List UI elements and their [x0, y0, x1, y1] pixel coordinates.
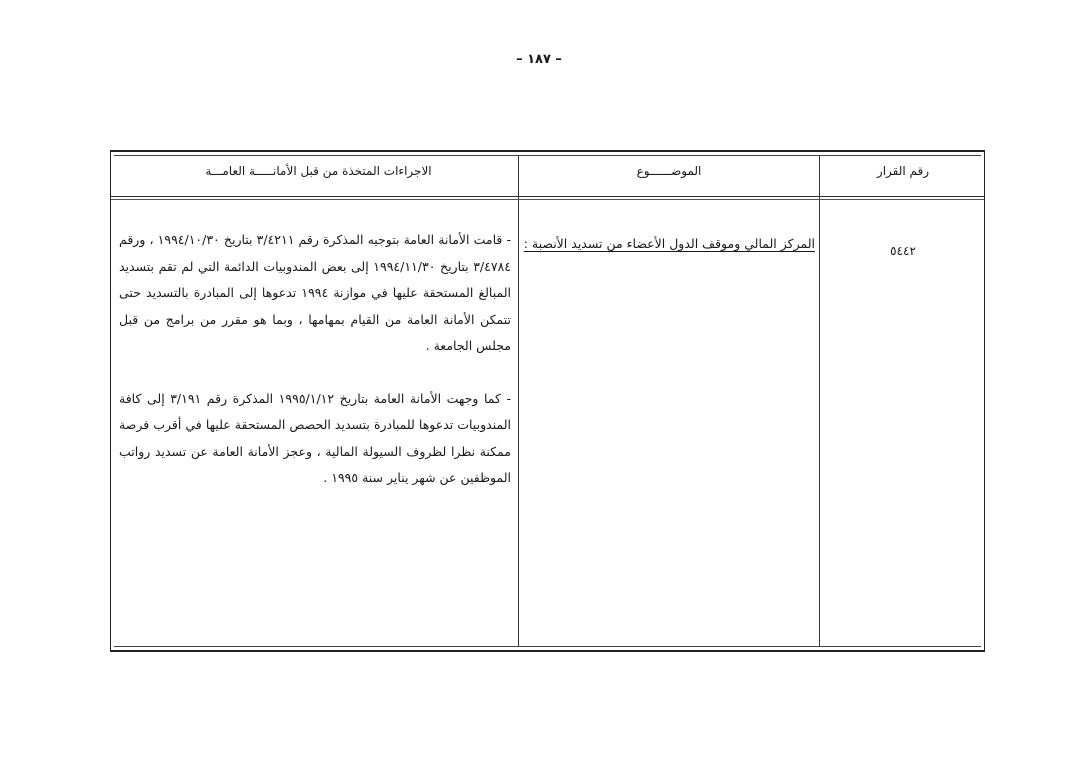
subject-cell [523, 230, 815, 257]
subject-text: المركز المالي وموقف الدول الأعضاء من تسديد الأنصبة : [523, 236, 815, 251]
column-divider [518, 156, 519, 646]
decision-number-cell: ٥٤٤٢ [890, 244, 916, 258]
actions-cell [119, 227, 511, 492]
action-paragraph: - قامت الأمانة العامة بتوجيه المذكرة رقم ٣/٤٢١١ بتاريخ ١٩٩٤/١٠/٣٠ ، ورقم ٣/٤٧٨٤ بتاريخ ١٩٩٤/١١/٣٠ إلى بعض المندوبيات الدائمة التي لم تقم بتسديد المبالغ المستحقة عليها في موازنة ١٩٩٤ تدعوها إلى المبادرة بالتسديد حتى تتمكن الأمانة العامة من القيام بمهامها ، وبما هو مقرر من برامج من قبل مجلس الجامعة . [119, 232, 512, 353]
header-actions: الاجراءات المتخذة من قبل الأمانـــــة العامـــة [205, 164, 432, 178]
header-divider [111, 196, 984, 197]
header-subject: الموضــــــوع [636, 164, 702, 178]
action-paragraph: - كما وجهت الأمانة العامة بتاريخ ١٩٩٥/١/١٢ المذكرة رقم ٣/١٩١ إلى كافة المندوبيات تدعوها للمبادرة بتسديد الحصص المستحقة عليها في أقرب فرصة ممكنة نظرا لظروف السيولة المالية ، وعجز الأمانة العامة عن تسديد رواتب الموظفين عن شهر يناير سنة ١٩٩٥ . [119, 390, 512, 485]
decisions-table [110, 150, 985, 652]
header-divider [111, 199, 984, 200]
page-number: – ١٨٧ – [516, 52, 562, 67]
column-divider [819, 156, 820, 646]
header-decision-number: رقم القرار [876, 164, 930, 178]
